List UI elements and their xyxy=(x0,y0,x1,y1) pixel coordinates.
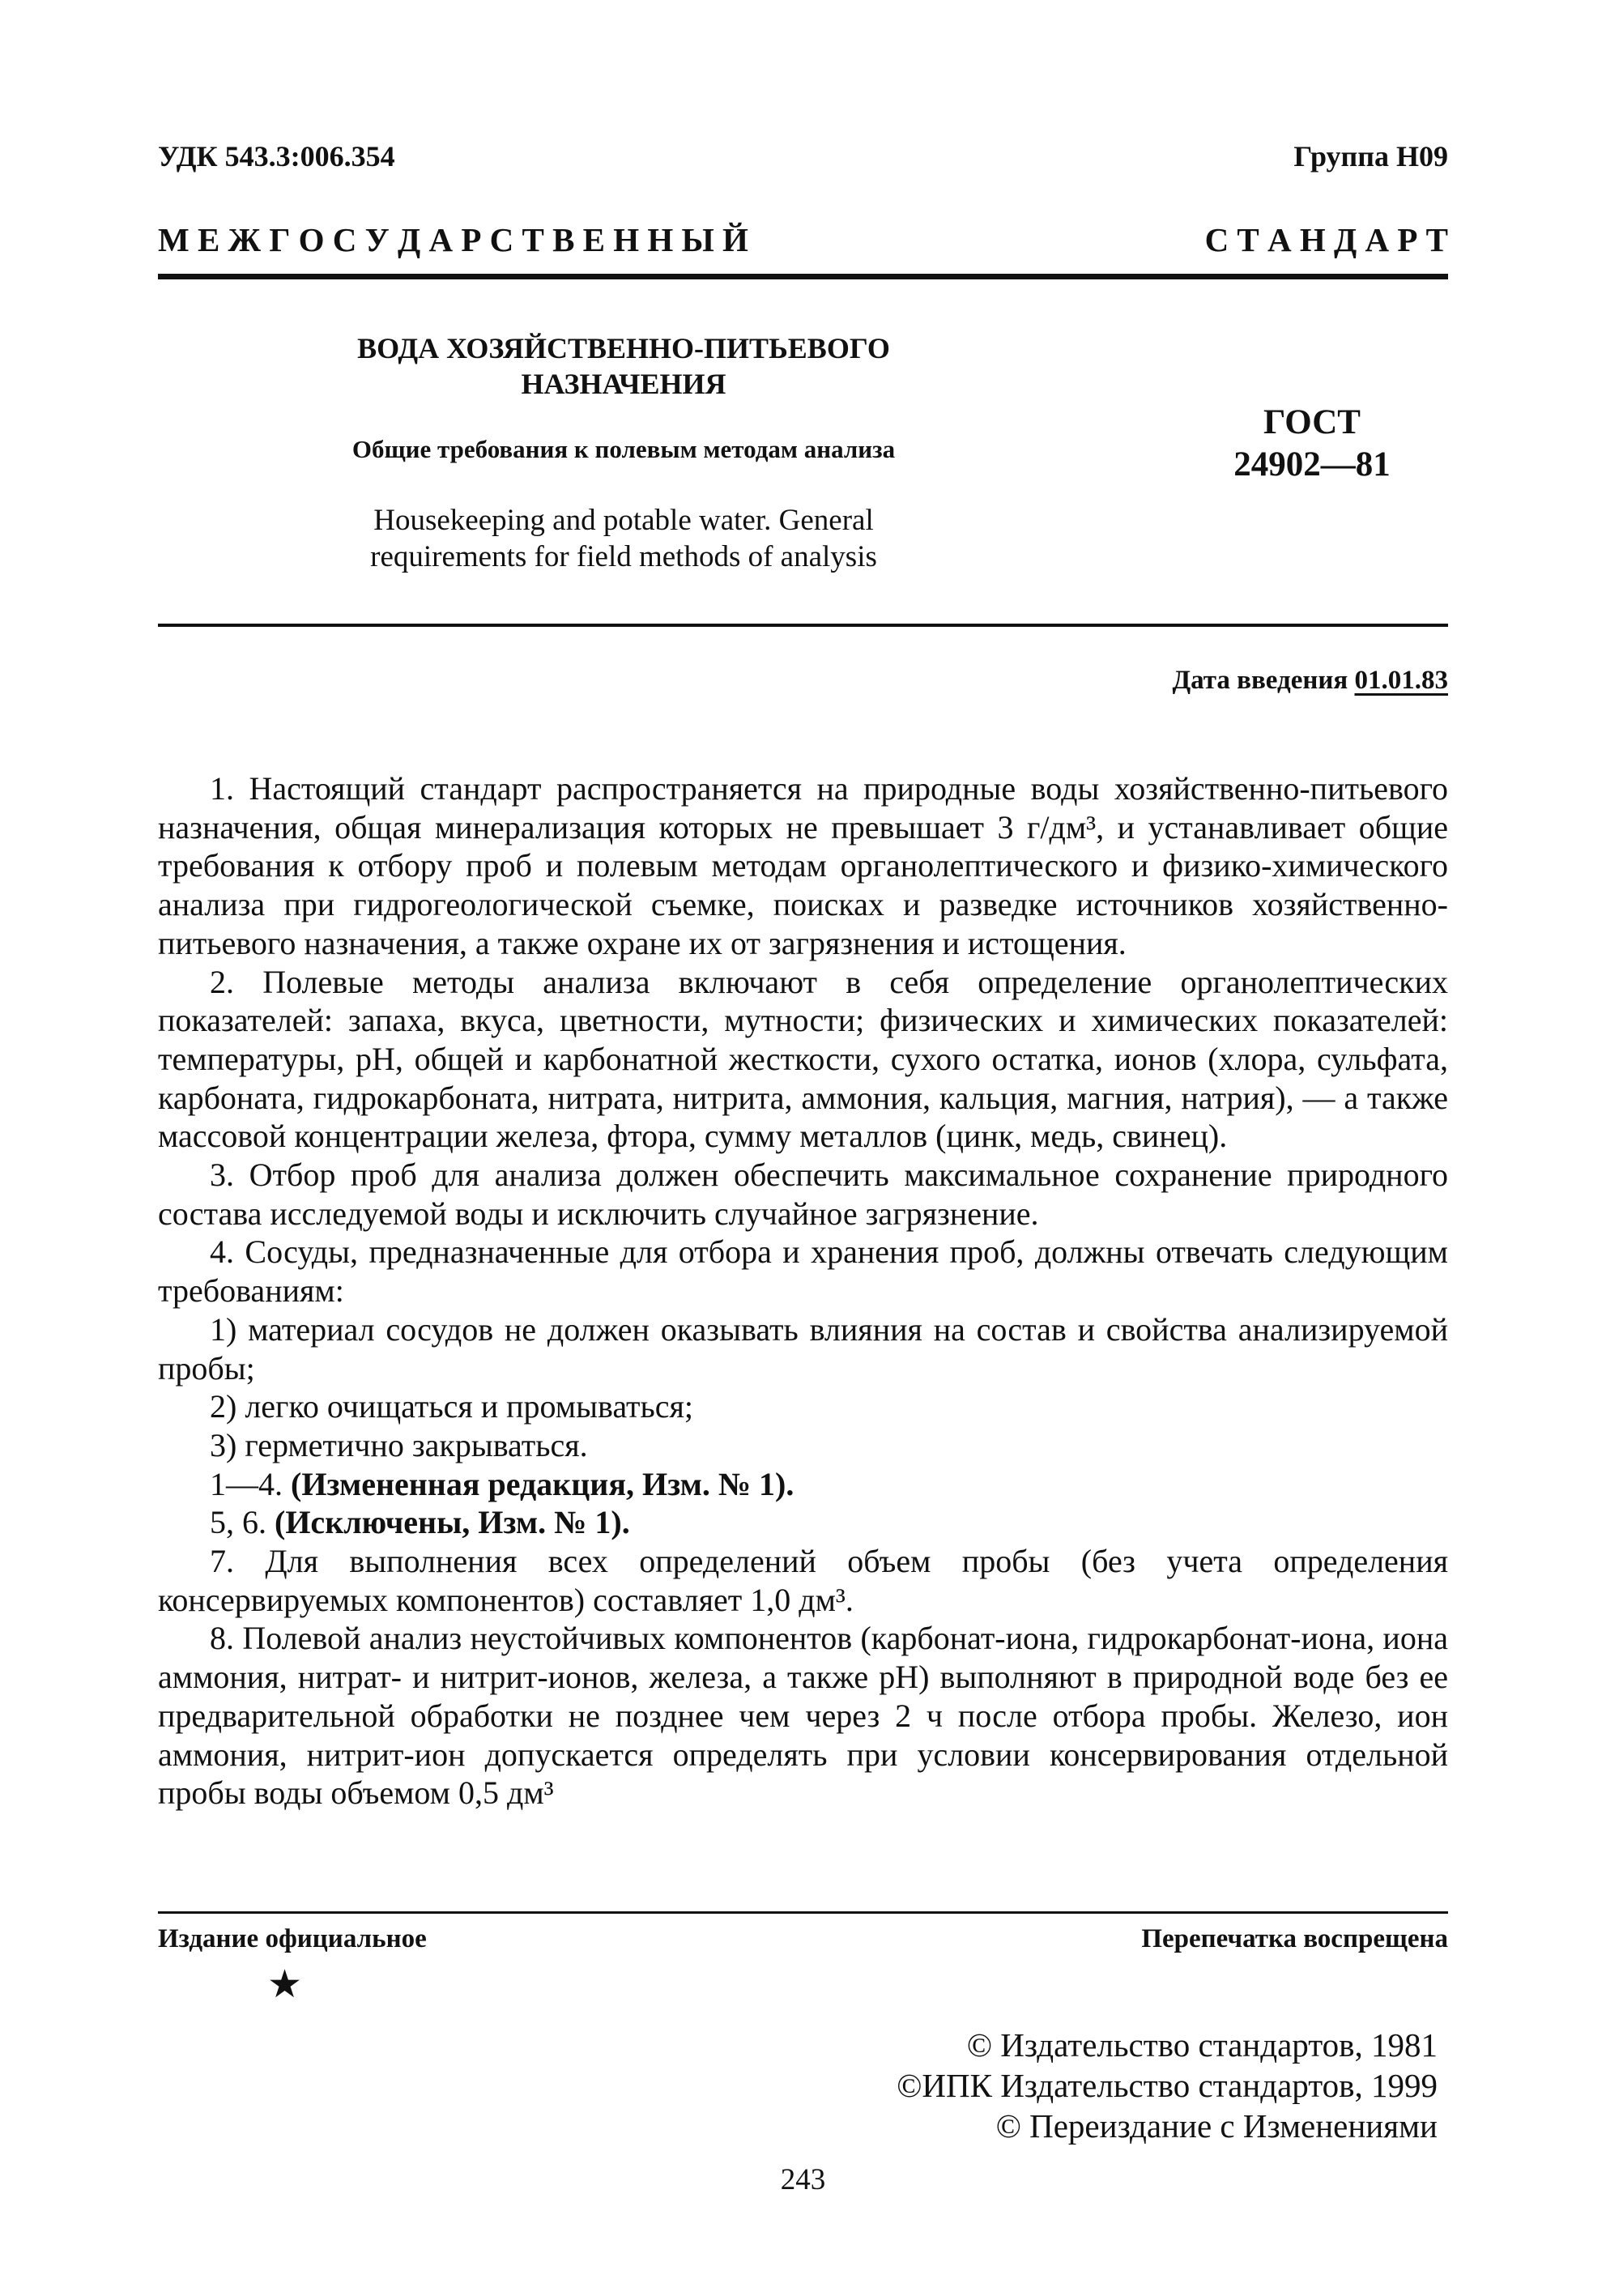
gost-label: ГОСТ xyxy=(1263,403,1361,441)
amendment-note-number: 1—4. xyxy=(210,1465,283,1502)
date-value: 01.01.83 xyxy=(1354,666,1448,695)
paragraph-4-item-1: 1) материал сосудов не должен оказывать влияния на состав и свойства анализируемой пробы; xyxy=(158,1310,1448,1387)
english-title xyxy=(243,502,1004,575)
paragraph-1: 1. Настоящий стандарт распространяется на природные воды хозяйственно-питьевого назначения, общая минерализация которых не превышает 3 г/дм³, и устанавливает общие требования к отбору проб и полевым методам органолептического и физико-химического анализа при гидрогеологической съемке, поисках и разведке источников хозяйственно-питьевого назначения, а также охране их от загрязнения и истощения. xyxy=(158,770,1448,961)
udk-code: УДК 543.3:006.354 xyxy=(158,140,395,173)
paragraph-4: 4. Сосуды, предназначенные для отбора и хранения проб, должны отвечать следующим требованиям: xyxy=(158,1233,1448,1310)
paragraph-7: 7. Для выполнения всех определений объем пробы (без учета определения консервируемых компонентов) составляет 1,0 дм³. xyxy=(158,1543,1448,1618)
group-code: Группа Н09 xyxy=(1293,140,1448,173)
english-title-line-1: Housekeeping and potable water. General xyxy=(373,504,874,537)
standard-word: С Т А Н Д А Р Т xyxy=(1204,221,1448,258)
interstate-word: М Е Ж Г О С У Д А Р С Т В Е Н Н Ы Й xyxy=(158,221,748,258)
date-label: Дата введения xyxy=(1172,666,1348,695)
body-text xyxy=(158,769,1448,1813)
english-title-line-2: requirements for field methods of analysis xyxy=(370,540,877,573)
introduction-date xyxy=(1172,666,1448,696)
document-title xyxy=(243,330,1004,402)
paragraph-2: 2. Полевые методы анализа включают в себя определение органолептических показателей: запаха, вкуса, цветности, мутности; физических и химических показателей: температуры, рН, общей и карбонатной жесткости, сухого остатка, ионов (хлора, сульфата, карбоната, гидрокарбоната, нитрата, нитрита, аммония, кальция, магния, натрия), — а также массовой концентрации железа, фтора, сумму металлов (цинк, медь, свинец). xyxy=(158,963,1448,1155)
gost-designation xyxy=(1207,402,1417,486)
amendment-note-text: (Измененная редакция, Изм. № 1). xyxy=(291,1465,794,1502)
paragraph-4-item-2: 2) легко очищаться и промываться; xyxy=(210,1388,694,1425)
official-edition-label: Издание официальное xyxy=(158,1924,427,1953)
copyright-line-3: © Переиздание с Изменениями xyxy=(995,2107,1438,2145)
page-number: 243 xyxy=(780,2163,826,2196)
reprint-prohibited-label: Перепечатка воспрещена xyxy=(1141,1924,1448,1953)
exclusion-note-text: (Исключены, Изм. № 1). xyxy=(275,1504,630,1541)
header-rule xyxy=(158,274,1448,279)
document-subtitle: Общие требования к полевым методам анализа xyxy=(351,435,896,463)
paragraph-8: 8. Полевой анализ неустойчивых компонентов (карбонат-иона, гидрокарбонат-иона, иона аммония, нитрат- и нитрит-ионов, железа, а также рН) выполняют в природной воде без ее предварительной обработки не позднее чем через 2 ч после отбора пробы. Железо, ион аммония, нитрит-ион допускается определять при условии консервирования отдельной пробы воды объемом 0,5 дм³ xyxy=(158,1620,1448,1812)
footer-rule xyxy=(158,1911,1448,1914)
gost-number: 24902—81 xyxy=(1233,445,1391,483)
interstate-standard-banner xyxy=(158,220,1448,259)
star-icon: ★ xyxy=(267,1963,303,2006)
paragraph-4-item-3: 3) герметично закрываться. xyxy=(210,1426,588,1463)
exclusion-note xyxy=(158,1503,1448,1542)
paragraph-3: 3. Отбор проб для анализа должен обеспечить максимальное сохранение природного состава исследуемой воды и исключить случайное загрязнение. xyxy=(158,1157,1448,1232)
title-rule xyxy=(158,624,1448,627)
copyright-line-1: © Издательство стандартов, 1981 xyxy=(966,2026,1438,2064)
copyright-line-2: ©ИПК Издательство стандартов, 1999 xyxy=(897,2067,1438,2104)
amendment-note xyxy=(158,1465,1448,1504)
copyright-block xyxy=(897,2025,1438,2146)
exclusion-note-number: 5, 6. xyxy=(210,1504,266,1541)
title-line-2: НАЗНАЧЕНИЯ xyxy=(521,368,726,400)
title-line-1: ВОДА ХОЗЯЙСТВЕННО-ПИТЬЕВОГО xyxy=(357,332,890,364)
